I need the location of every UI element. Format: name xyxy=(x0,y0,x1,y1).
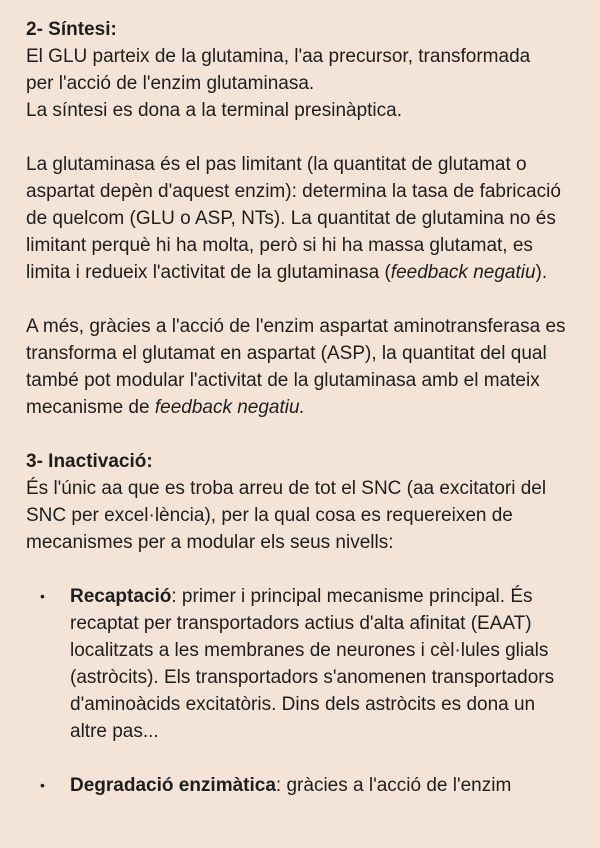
mechanism-list xyxy=(26,583,574,799)
text-line: El GLU parteix de la glutamina, l'aa precursor, transformada xyxy=(26,46,531,67)
list-item-text: : primer i principal mecanisme principal. És recaptat per transportadors actius d'alta afinitat (EAAT) localitzats a les membranes de neurones i cèl·lules glials (astròcits). Els transportadors s'anomenen transportadors d'aminoàcids excitatòris. Dins dels astròcits es dona un altre pas... xyxy=(70,586,555,742)
paragraph-text: A més, gràcies a l'acció de l'enzim aspartat aminotransferasa es transforma el glutamat en aspartat (ASP), la quantitat del qual també pot modular l'activitat de la glutaminasa amb el mateix mecanisme de xyxy=(26,316,566,418)
list-item xyxy=(26,772,574,799)
italic-term: feedback negatiu. xyxy=(154,397,305,418)
paragraph-gap xyxy=(26,745,574,772)
paragraph-gap xyxy=(26,556,574,583)
section-2-paragraph-2 xyxy=(26,151,574,286)
paragraph-gap xyxy=(26,421,574,448)
paragraph-gap xyxy=(26,124,574,151)
text-line: per l'acció de l'enzim glutaminasa. xyxy=(26,73,315,94)
list-item-term: Degradació enzimàtica xyxy=(70,775,276,796)
section-2-paragraph-1 xyxy=(26,43,574,124)
paragraph-text: La glutaminasa és el pas limitant (la quantitat de glutamat o aspartat depèn d'aquest enzim): determina la tasa de fabricació de quelcom (GLU o ASP, NTs). La quantitat de glutamina no és limitant perquè hi ha molta, però si hi ha massa glutamat, es limita i redueix l'activitat de la glutaminasa ( xyxy=(26,154,561,283)
list-item-text: : gràcies a l'acció de l'enzim xyxy=(275,775,512,796)
text-line: La síntesi es dona a la terminal presinàptica. xyxy=(26,100,402,121)
list-item xyxy=(26,583,574,745)
section-3-heading: 3- Inactivació: xyxy=(26,451,153,472)
italic-term: feedback negatiu xyxy=(390,262,536,283)
section-3-intro: És l'únic aa que es troba arreu de tot el SNC (aa excitatori del SNC per excel·lència), per la qual cosa es requereixen de mecanismes per a modular els seus nivells: xyxy=(26,478,547,553)
section-2-heading: 2- Síntesi: xyxy=(26,19,117,40)
bullet-icon: • xyxy=(40,588,45,604)
paragraph-text-end: ). xyxy=(535,262,548,283)
section-2-paragraph-3 xyxy=(26,313,574,421)
list-item-term: Recaptació xyxy=(70,586,172,607)
bullet-icon: • xyxy=(40,777,45,793)
paragraph-gap xyxy=(26,286,574,313)
